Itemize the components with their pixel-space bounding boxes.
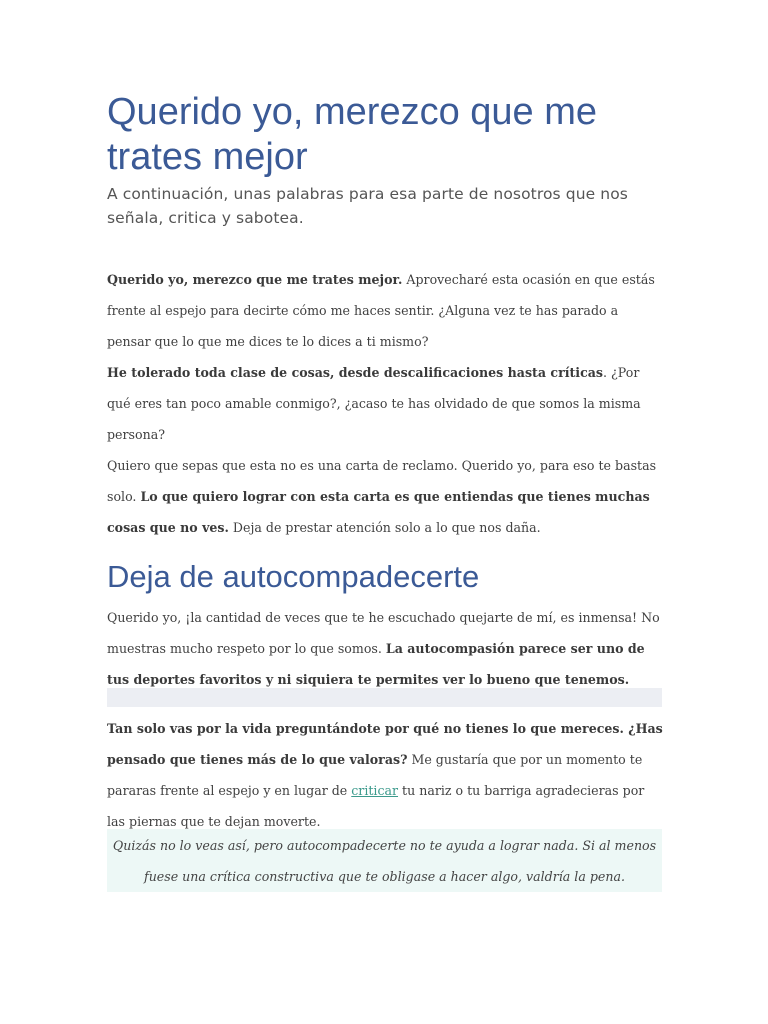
pull-quote-text: Quizás no lo veas así, pero autocompadecerte no te ayuda a lograr nada. Si al menos fuese una crítica constructiva que te obligase a hacer algo, valdría la pena. — [112, 838, 657, 884]
article-subtitle: A continuación, unas palabras para esa parte de nosotros que nos señala, critica y sabotea. — [107, 185, 628, 227]
intro-paragraph-3 — [107, 450, 663, 543]
intro-paragraph-2 — [107, 357, 663, 450]
intro-paragraph-1-bold: Querido yo, merezco que me trates mejor. — [107, 272, 403, 287]
intro-paragraph-2-text: . ¿Por qué eres tan poco amable conmigo?, ¿acaso te has olvidado de que somos la misma persona? — [107, 365, 641, 442]
intro-paragraph-2-bold: He tolerado toda clase de cosas, desde descalificaciones hasta críticas — [107, 365, 604, 380]
section1-body — [107, 602, 663, 695]
section2-paragraph-text-a: Me gustaría que por un momento te pararas frente al espejo y en lugar de — [107, 752, 643, 798]
intro-paragraph-3-text-a: Quiero que sepas que esta no es una carta de reclamo. Querido yo, para eso te bastas solo. — [107, 458, 657, 504]
intro-body — [107, 264, 663, 543]
criticar-link[interactable]: criticar — [351, 783, 399, 798]
section2-body — [107, 713, 663, 837]
intro-paragraph-1 — [107, 264, 663, 357]
section2-paragraph-bold: Tan solo vas por la vida preguntándote por qué no tienes lo que mereces. ¿Has pensado que tienes más de lo que valoras? — [107, 721, 663, 767]
section1-paragraph — [107, 602, 663, 695]
section1-paragraph-text: Querido yo, ¡la cantidad de veces que te he escuchado quejarte de mí, es inmensa! No muestras mucho respeto por lo que somos. — [107, 610, 660, 656]
article-title: Querido yo, merezco que me trates mejor — [107, 91, 598, 178]
intro-paragraph-1-text: Aprovecharé esta ocasión en que estás frente al espejo para decirte cómo me haces sentir. ¿Alguna vez te has parado a pensar que lo que me dices te lo dices a ti mismo? — [107, 272, 655, 349]
pull-quote — [107, 829, 662, 892]
intro-paragraph-3-text-b: Deja de prestar atención solo a lo que nos daña. — [228, 520, 541, 535]
divider-band — [107, 688, 662, 707]
section2-paragraph-text-b: tu nariz o tu barriga agradecieras por las piernas que te dejan moverte. — [107, 783, 645, 829]
section-heading: Deja de autocompadecerte — [107, 559, 480, 594]
section2-paragraph — [107, 713, 663, 837]
intro-paragraph-3-bold: Lo que quiero lograr con esta carta es que entiendas que tienes muchas cosas que no ves. — [107, 489, 650, 535]
section1-paragraph-bold: La autocompasión parece ser uno de tus deportes favoritos y ni siquiera te permites ver lo bueno que tenemos. — [107, 641, 645, 687]
